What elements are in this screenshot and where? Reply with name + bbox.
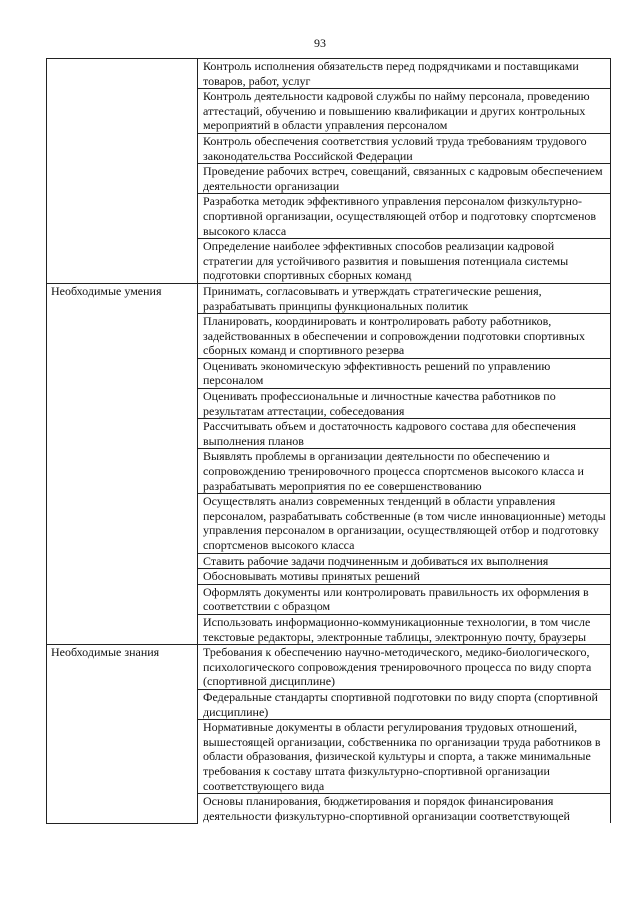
table-cell: Оценивать профессиональные и личностные качества работников по результатам аттестации, собеседования: [198, 389, 611, 419]
table-cell: Ставить рабочие задачи подчиненным и добиваться их выполнения: [198, 553, 611, 569]
table-cell: Принимать, согласовывать и утверждать стратегические решения, разрабатывать принципы функциональных политик: [198, 283, 611, 313]
table-row: [47, 59, 611, 89]
table-cell: Разработка методик эффективного управления персоналом физкультурно-спортивной организации, осуществляющей отбор и подготовку спортсменов высокого класса: [198, 194, 611, 239]
table-row: [47, 283, 611, 313]
table-row: [47, 645, 611, 690]
table-cell: Планировать, координировать и контролировать работу работников, задействованных в обеспечении и сопровождении подготовки спортивных сборных команд и спортивного резерва: [198, 314, 611, 359]
row-label-knowledge: Необходимые знания: [47, 645, 198, 824]
table-cell: Использовать информационно-коммуникационные технологии, в том числе текстовые редакторы, электронные таблицы, электронную почту, браузеры: [198, 614, 611, 644]
table-cell: Обосновывать мотивы принятых решений: [198, 569, 611, 585]
table-cell: Требования к обеспечению научно-методического, медико-биологического, психологического сопровождения тренировочного процесса по виду спорта (спортивной дисциплине): [198, 645, 611, 690]
table-cell: Контроль обеспечения соответствия условий труда требованиям трудового законодательства Российской Федерации: [198, 133, 611, 163]
table-cell: Выявлять проблемы в организации деятельности по обеспечению и сопровождению тренировочного процесса спортсменов высокого класса и разрабатывать мероприятия по ее совершенствованию: [198, 449, 611, 494]
table-cell: Контроль деятельности кадровой службы по найму персонала, проведению аттестаций, обучению и повышению квалификации и других контрольных мероприятий в области управления персоналом: [198, 89, 611, 134]
table-cell: Определение наиболее эффективных способов реализации кадровой стратегии для устойчивого развития и повышения потенциала системы подготовки спортивных сборных команд: [198, 239, 611, 284]
table-cell: Рассчитывать объем и достаточность кадрового состава для обеспечения выполнения планов: [198, 419, 611, 449]
row-label-skills: Необходимые умения: [47, 283, 198, 644]
table-cell: Федеральные стандарты спортивной подготовки по виду спорта (спортивной дисциплине): [198, 689, 611, 719]
table-cell: Проведение рабочих встреч, совещаний, связанных с кадровым обеспечением деятельности организации: [198, 164, 611, 194]
table-cell: Осуществлять анализ современных тенденций в области управления персоналом, разрабатывать собственные (в том числе инновационные) методы управления персоналом в организации, осуществляющей отбор и подготовку спортсменов высокого класса: [198, 494, 611, 553]
table-cell: Нормативные документы в области регулирования трудовых отношений, вышестоящей организации, собственника по организации труда работников в области образования, физической культуры и спорта, а также минимальные требования к составу штата физкультурно-спортивной организации соответствующего вида: [198, 720, 611, 794]
competency-table: [46, 58, 611, 824]
table-cell: Оформлять документы или контролировать правильность их оформления в соответствии с образцом: [198, 584, 611, 614]
table-cell: Оценивать экономическую эффективность решений по управлению персоналом: [198, 358, 611, 388]
table-cell: Контроль исполнения обязательств перед подрядчиками и поставщиками товаров, работ, услуг: [198, 59, 611, 89]
row-label: [47, 59, 198, 284]
table-cell: Основы планирования, бюджетирования и порядок финансирования деятельности физкультурно-спортивной организации соответствующей: [198, 794, 611, 824]
page-number: 93: [314, 36, 326, 50]
